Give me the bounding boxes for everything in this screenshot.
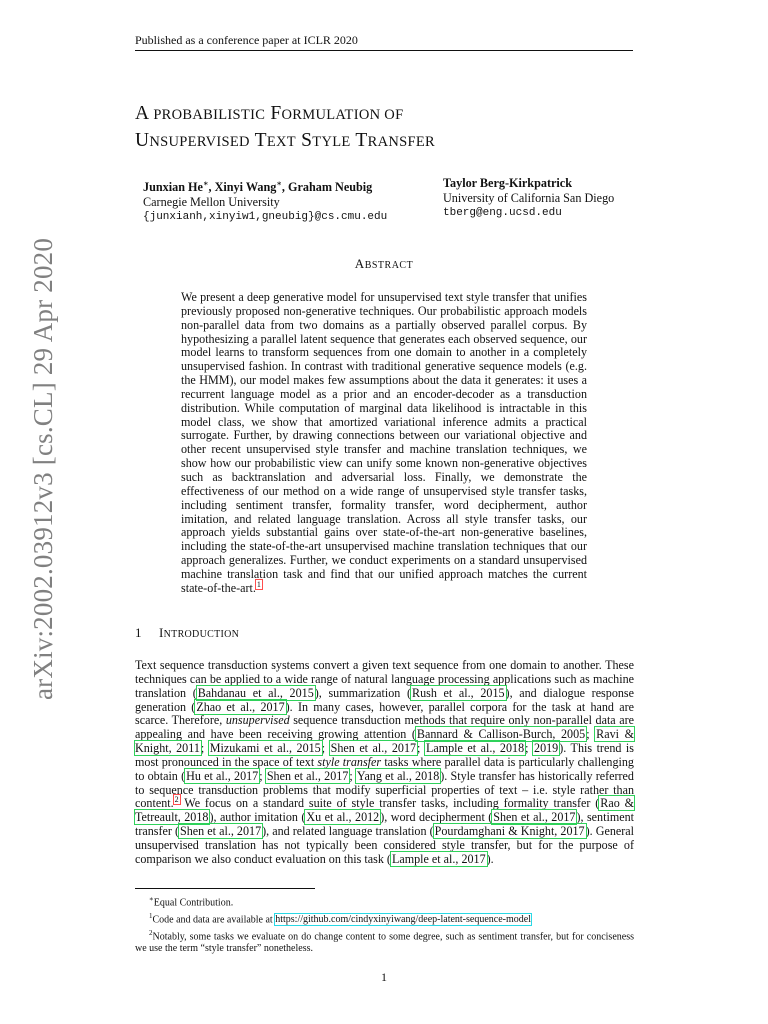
author-affiliation: University of California San Diego: [443, 191, 615, 205]
footnote-link-2[interactable]: 2: [174, 795, 179, 805]
citation-link[interactable]: Lample et al., 2017: [391, 851, 486, 866]
footnote-style-transfer: $^2$Notably, some tasks we evaluate on do change content to some degree, such as sentiment transfer, but for conciseness we use the term “style transfer” nonetheless.: [135, 928, 634, 955]
author-email: tberg@eng.ucsd.edu: [443, 207, 562, 219]
citation-link[interactable]: Xu et al., 2012: [306, 810, 380, 825]
citation-link[interactable]: Lample et al., 2018: [425, 741, 525, 756]
footnote-rule: [135, 888, 315, 889]
page-number: 1: [381, 970, 387, 984]
citation-link[interactable]: Bahdanau et al., 2015: [197, 685, 314, 700]
author-names: Junxian He∗, Xinyi Wang∗, Graham Neubig: [143, 179, 373, 195]
title-line-1: A PROBABILISTIC FORMULATION OF: [135, 103, 404, 124]
citation-link[interactable]: Mizukami et al., 2015: [209, 741, 321, 756]
paper-title: [135, 101, 635, 155]
citation-link[interactable]: Hu et al., 2017: [186, 768, 259, 783]
citation-link[interactable]: Bannard & Callison-Burch, 2005: [416, 727, 586, 742]
title-line-2: UNSUPERVISED TEXT STYLE TRANSFER: [135, 130, 435, 151]
introduction-paragraph: Text sequence transduction systems convert a given text sequence from one domain to another. These techniques can be applied to a wide range of natural language processing applications such as machine translation (Bahdanau et al., 2015), summarization (Rush et al., 2015), and dialogue response generation (Zhao et al., 2017). In many cases, however, parallel corpora for the task at hand are scarce. Therefore, unsupervised sequence transduction methods that require only non-parallel data are appealing and have been receiving growing attention (Bannard & Callison-Burch, 2005; Ravi & Knight, 2011; Mizukami et al., 2015; Shen et al., 2017; Lample et al., 2018; 2019). This trend is most pronounced in the space of text style transfer tasks where parallel data is particularly challenging to obtain (Hu et al., 2017; Shen et al., 2017; Yang et al., 2018). Style transfer has historically referred to sequence transduction problems that modify superficial properties of text – i.e. style rather than content.$^2$ We focus on a standard suite of style transfer tasks, including formality transfer (Rao & Tetreault, 2018), author imitation (Xu et al., 2012), word decipherment (Shen et al., 2017), sentiment transfer (Shen et al., 2017), and related language translation (Pourdamghani & Knight, 2017). General unsupervised translation has not typically been considered style transfer, but for the purpose of comparison we also conduct evaluation on this task (Lample et al., 2017).: [135, 658, 635, 866]
author-block-cmu: [143, 176, 387, 225]
citation-link[interactable]: 2019: [534, 741, 559, 756]
running-header: Published as a conference paper at ICLR 2020: [135, 33, 358, 47]
citation-link[interactable]: Zhao et al., 2017: [196, 699, 285, 714]
footnote-equal-contribution: ∗Equal Contribution.: [149, 895, 234, 909]
author-email: {junxianh,xinyiw1,gneubig}@cs.cmu.edu: [143, 211, 388, 224]
footnote-code-data: $^1$Code and data are available at https://github.com/cindyxinyiwang/deep-latent-sequence-model: [149, 911, 531, 926]
citation-link[interactable]: Yang et al., 2018: [356, 768, 440, 783]
citation-link[interactable]: Shen et al., 2017: [266, 768, 349, 783]
citation-link[interactable]: Shen et al., 2017: [330, 741, 417, 756]
abstract-text: We present a deep generative model for unsupervised text style transfer that unifies previously proposed non-generative techniques. Our probabilistic approach models non-parallel data from two domains as a partially observed parallel corpus. By hypothesizing a parallel latent sequence that generates each observed sequence, our model learns to transform sequences from one domain to another in a completely unsupervised fashion. In contrast with traditional generative sequence models (e.g. the HMM), our model makes few assumptions about the data it generates: it uses a recurrent language model as a prior and an encoder-decoder as a transduction distribution. While computation of marginal data likelihood is intractable in this model class, we show that amortized variational inference admits a practical surrogate. Further, by drawing connections between our variational objective and other recent unsupervised style transfer and machine translation techniques, we show how our probabilistic view can unify some known non-generative objectives such as backtranslation and adversarial loss. Finally, we demonstrate the effectiveness of our method on a wide range of unsupervised style transfer tasks, including sentiment transfer, formality transfer, word decipherment, author imitation, and related language translation. Across all style transfer tasks, our approach yields substantial gains over state-of-the-art non-generative baselines, including the state-of-the-art unsupervised machine translation techniques that our approach generalizes. Further, we conduct experiments on a standard unsupervised machine translation task and find that our unified approach matches the current state-of-the-art.$^1$: [181, 290, 587, 595]
code-url-link[interactable]: https://github.com/cindyxinyiwang/deep-latent-sequence-model: [275, 914, 531, 926]
header-rule: [135, 50, 633, 51]
citation-link[interactable]: Pourdamghani & Knight, 2017: [434, 824, 585, 839]
section-heading-introduction: 1 INTRODUCTION: [135, 625, 240, 640]
citation-link[interactable]: Ravi & Knight, 2011: [135, 727, 634, 756]
author-block-ucsd: [443, 176, 614, 221]
footnote-link-1[interactable]: 1: [256, 579, 261, 589]
citation-link[interactable]: Shen et al., 2017: [493, 810, 576, 825]
footnotes: [135, 893, 634, 956]
citation-link[interactable]: Shen et al., 2017: [180, 824, 262, 839]
abstract-heading: ABSTRACT: [354, 256, 414, 271]
arxiv-identifier-stamp: arXiv:2002.03912v3 [cs.CL] 29 Apr 2020: [28, 237, 58, 700]
author-affiliation: Carnegie Mellon University: [143, 195, 280, 210]
author-name: Taylor Berg-Kirkpatrick: [443, 176, 572, 190]
citation-link[interactable]: Rao & Tetreault, 2018: [135, 796, 635, 825]
citation-link[interactable]: Rush et al., 2015: [412, 685, 505, 700]
